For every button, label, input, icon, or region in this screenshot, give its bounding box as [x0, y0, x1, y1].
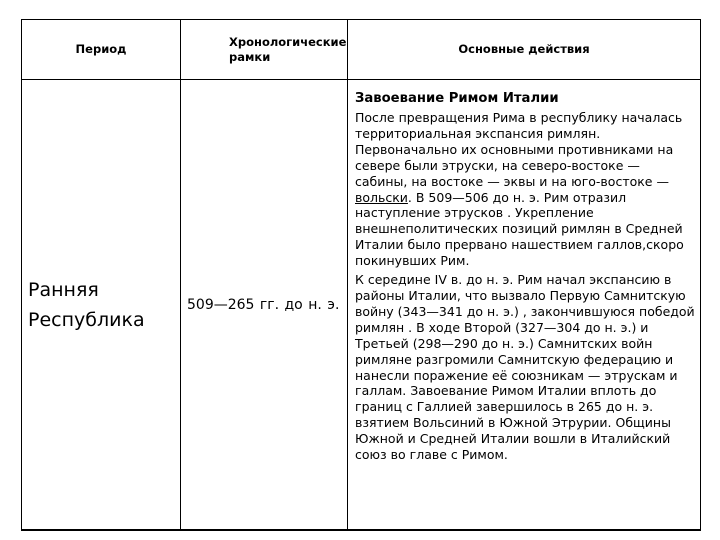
cell-period — [22, 80, 181, 531]
link-volsci[interactable]: вольски — [355, 189, 408, 205]
header-period: Период — [22, 20, 181, 80]
range-text: 509—265 гг. до н. э. — [187, 296, 340, 313]
p1-part-c: . В 509—506 до н. э. Рим отразил наступление этрусков . Укрепление внешнеполитических позиций римлян в Средней Италии было прервано нашествием галлов,скоро покинувших Рим. — [355, 189, 684, 269]
header-actions: Основные действия — [348, 20, 701, 80]
table-row — [22, 80, 701, 531]
cell-actions — [348, 80, 701, 531]
table-bottom-rule — [21, 529, 700, 531]
cell-range — [181, 80, 348, 531]
p1-part-a: После превращения Рима в республику началась — [355, 110, 683, 125]
actions-title: Завоевание Римом Италии — [355, 91, 559, 106]
actions-paragraph-2: К середине IV в. до н. э. Рим начал экспансию в районы Италии, что вызвало Первую Самнитскую войну (343—341 до н. э.) , закончившуюся победой римлян . В ходе Второй (327—304 до н. э.) и Третьей (298—290 до н. э.) Самнитских войн римляне разгромили Самнитскую федерацию и нанесли поражение её союзникам — этрускам и галлам. Завоевание Римом Италии вплоть до границ с Галлией завершилось в 265 до н. э. взятием Вольсиний в Южной Этрурии. Общины Южной и Средней Италии вошли в Италийский союз во главе с Римом. — [355, 272, 695, 463]
table-header-row — [22, 20, 701, 80]
history-table — [21, 19, 701, 531]
header-chronology: Хронологические рамки — [181, 20, 348, 80]
p1-part-b: территориальная экспансия римлян. Первоначально их основными противниками на севере были этруски, на северо-востоке — сабины, на востоке — эквы и на юго-востоке — — [355, 125, 674, 189]
period-text: Ранняя Республика — [28, 279, 145, 331]
actions-paragraph-1 — [355, 110, 696, 269]
